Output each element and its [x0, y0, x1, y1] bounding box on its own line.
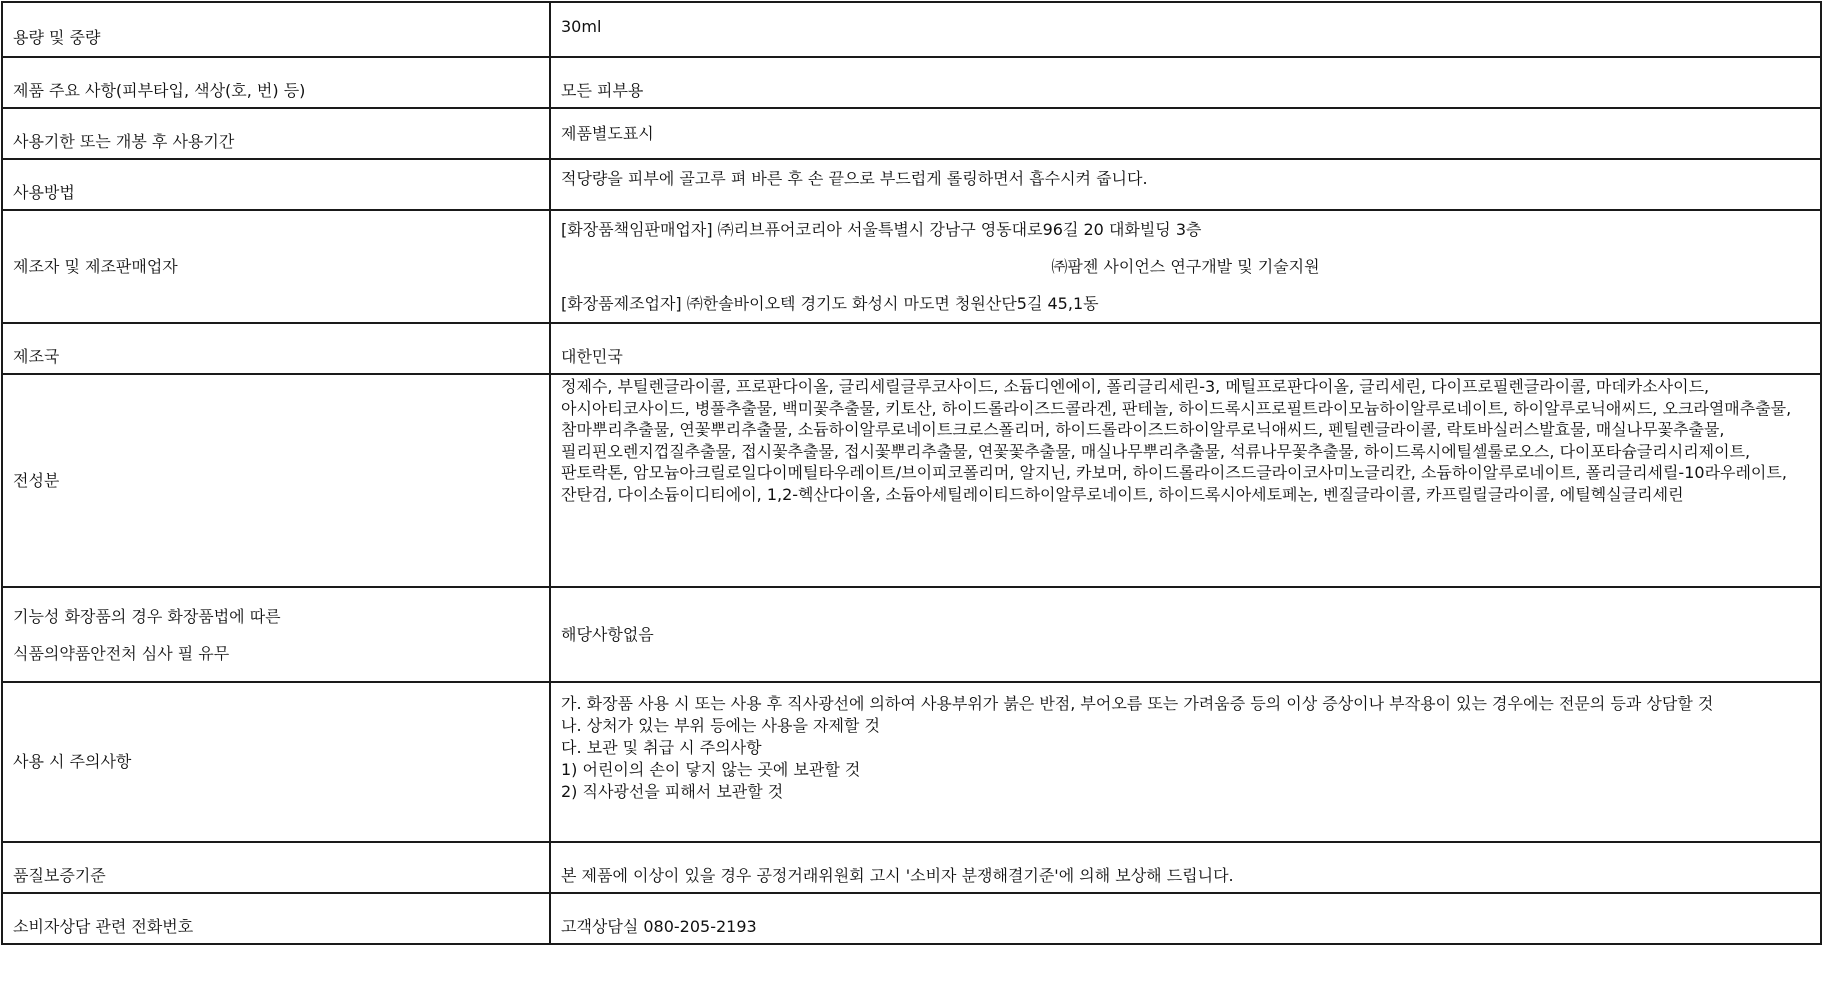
- caution-line-na: 나. 상처가 있는 부위 등에는 사용을 자제할 것: [561, 716, 880, 735]
- value-expiry: 제품별도표시: [561, 123, 654, 143]
- value-volume: 30ml: [561, 16, 602, 36]
- label-skin-type: 제품 주요 사항(피부타입, 색상(호, 번) 등): [13, 80, 306, 100]
- caution-line-ga: 가. 화장품 사용 시 또는 사용 후 직사광선에 의하여 사용부위가 붉은 반점, 부어오름 또는 가려움증 등의 이상 증상이나 부작용이 있는 경우에는 전문의 등과 상담할 것: [561, 694, 1714, 713]
- label-phone: 소비자상담 관련 전화번호: [13, 916, 194, 936]
- label-manufacturer: 제조자 및 제조판매업자: [13, 256, 178, 276]
- row-value: [550, 210, 1821, 323]
- table-row: [2, 893, 1821, 944]
- table-row: [2, 842, 1821, 893]
- value-country: 대한민국: [561, 346, 623, 366]
- row-value: [550, 374, 1821, 587]
- row-value: [550, 587, 1821, 682]
- row-label: [2, 587, 550, 682]
- table-row: [2, 682, 1821, 842]
- row-label: [2, 159, 550, 210]
- label-volume: 용량 및 중량: [13, 27, 101, 47]
- table-row: [2, 2, 1821, 57]
- row-value: [550, 323, 1821, 374]
- value-ingredients: 정제수, 부틸렌글라이콜, 프로판다이올, 글리세릴글루코사이드, 소듐디엔에이, 폴리글리세린-3, 메틸프로판다이올, 글리세린, 다이프로필렌글라이콜, 마데카소사이드, 아시아티코사이드, 병풀추출물, 백미꽃추출물, 키토산, 하이드롤라이즈드콜라겐, 판테놀, 하이드록시프로필트라이모늄하이알루로네이트, 하이알루로닉애씨드, 오크라열매추출물, 참마뿌리추출물, 연꽃뿌리추출물, 소듐하이알루로네이트크로스폴리머, 하이드롤라이즈드하이알루로닉애씨드, 펜틸렌글라이콜, 락토바실러스발효물, 매실나무꽃추출물, 필리핀오렌지껍질추출물, 접시꽃추출물, 접시꽃뿌리추출물, 연꽃꽃추출물, 매실나무뿌리추출물, 석류나무꽃추출물, 하이드록시에틸셀룰로오스, 다이포타슘글리시리제이트, 판토락톤, 암모늄아크릴로일다이메틸타우레이트/브이피코폴리머, 알지닌, 카보머, 하이드롤라이즈드글라이코사미노글리칸, 소듐하이알루로네이트, 폴리글리세릴-10라우레이트, 잔탄검, 다이소듐이디티에이, 1,2-헥산다이올, 소듐아세틸레이티드하이알루로네이트, 하이드록시아세토페논, 벤질글라이콜, 카프릴릴글라이콜, 에틸헥실글리세린: [561, 377, 1792, 504]
- label-functional-line1: 기능성 화장품의 경우 화장품법에 따른: [13, 606, 281, 626]
- value-skin-type: 모든 피부용: [561, 80, 644, 100]
- table-row: [2, 374, 1821, 587]
- table-row: [2, 108, 1821, 159]
- value-quality: 본 제품에 이상이 있을 경우 공정거래위원회 고시 '소비자 분쟁해결기준'에 의해 보상해 드립니다.: [561, 865, 1234, 885]
- label-ingredients: 전성분: [13, 470, 60, 490]
- row-value: [550, 682, 1821, 842]
- value-phone: 고객상담실 080-205-2193: [561, 916, 757, 936]
- row-label: [2, 893, 550, 944]
- label-functional-line2: 식품의약품안전처 심사 필 유무: [13, 643, 230, 663]
- row-label: [2, 682, 550, 842]
- manufacturer-line-seller: [화장품책임판매업자] ㈜리브퓨어코리아 서울특별시 강남구 영동대로96길 20 대화빌딩 3층: [561, 220, 1202, 239]
- label-quality: 품질보증기준: [13, 865, 106, 885]
- row-value: [550, 159, 1821, 210]
- table-row: [2, 323, 1821, 374]
- caution-line-1: 1) 어린이의 손이 닿지 않는 곳에 보관할 것: [561, 760, 861, 779]
- manufacturer-line-rnd: ㈜팜젠 사이언스 연구개발 및 기술지원: [1051, 257, 1320, 276]
- row-label: [2, 374, 550, 587]
- label-usage: 사용방법: [13, 182, 75, 202]
- caution-line-2: 2) 직사광선을 피해서 보관할 것: [561, 782, 784, 801]
- label-country: 제조국: [13, 346, 60, 366]
- row-value: [550, 108, 1821, 159]
- table-row: [2, 587, 1821, 682]
- table-row: [2, 57, 1821, 108]
- row-label: [2, 57, 550, 108]
- label-expiry: 사용기한 또는 개봉 후 사용기간: [13, 131, 235, 151]
- row-label: [2, 842, 550, 893]
- row-value: [550, 57, 1821, 108]
- row-label: [2, 108, 550, 159]
- value-functional: 해당사항없음: [561, 624, 654, 644]
- value-usage: 적당량을 피부에 골고루 펴 바른 후 손 끝으로 부드럽게 롤링하면서 흡수시켜 줍니다.: [561, 169, 1148, 188]
- product-info-table: [1, 1, 1822, 945]
- row-value: [550, 893, 1821, 944]
- row-value: [550, 842, 1821, 893]
- manufacturer-line-maker: [화장품제조업자] ㈜한솔바이오텍 경기도 화성시 마도면 청원산단5길 45,1동: [561, 294, 1099, 313]
- caution-line-da: 다. 보관 및 취급 시 주의사항: [561, 738, 762, 757]
- label-caution: 사용 시 주의사항: [13, 752, 132, 771]
- table-row: [2, 159, 1821, 210]
- row-value: [550, 2, 1821, 57]
- row-label: [2, 2, 550, 57]
- row-label: [2, 210, 550, 323]
- table-row: [2, 210, 1821, 323]
- row-label: [2, 323, 550, 374]
